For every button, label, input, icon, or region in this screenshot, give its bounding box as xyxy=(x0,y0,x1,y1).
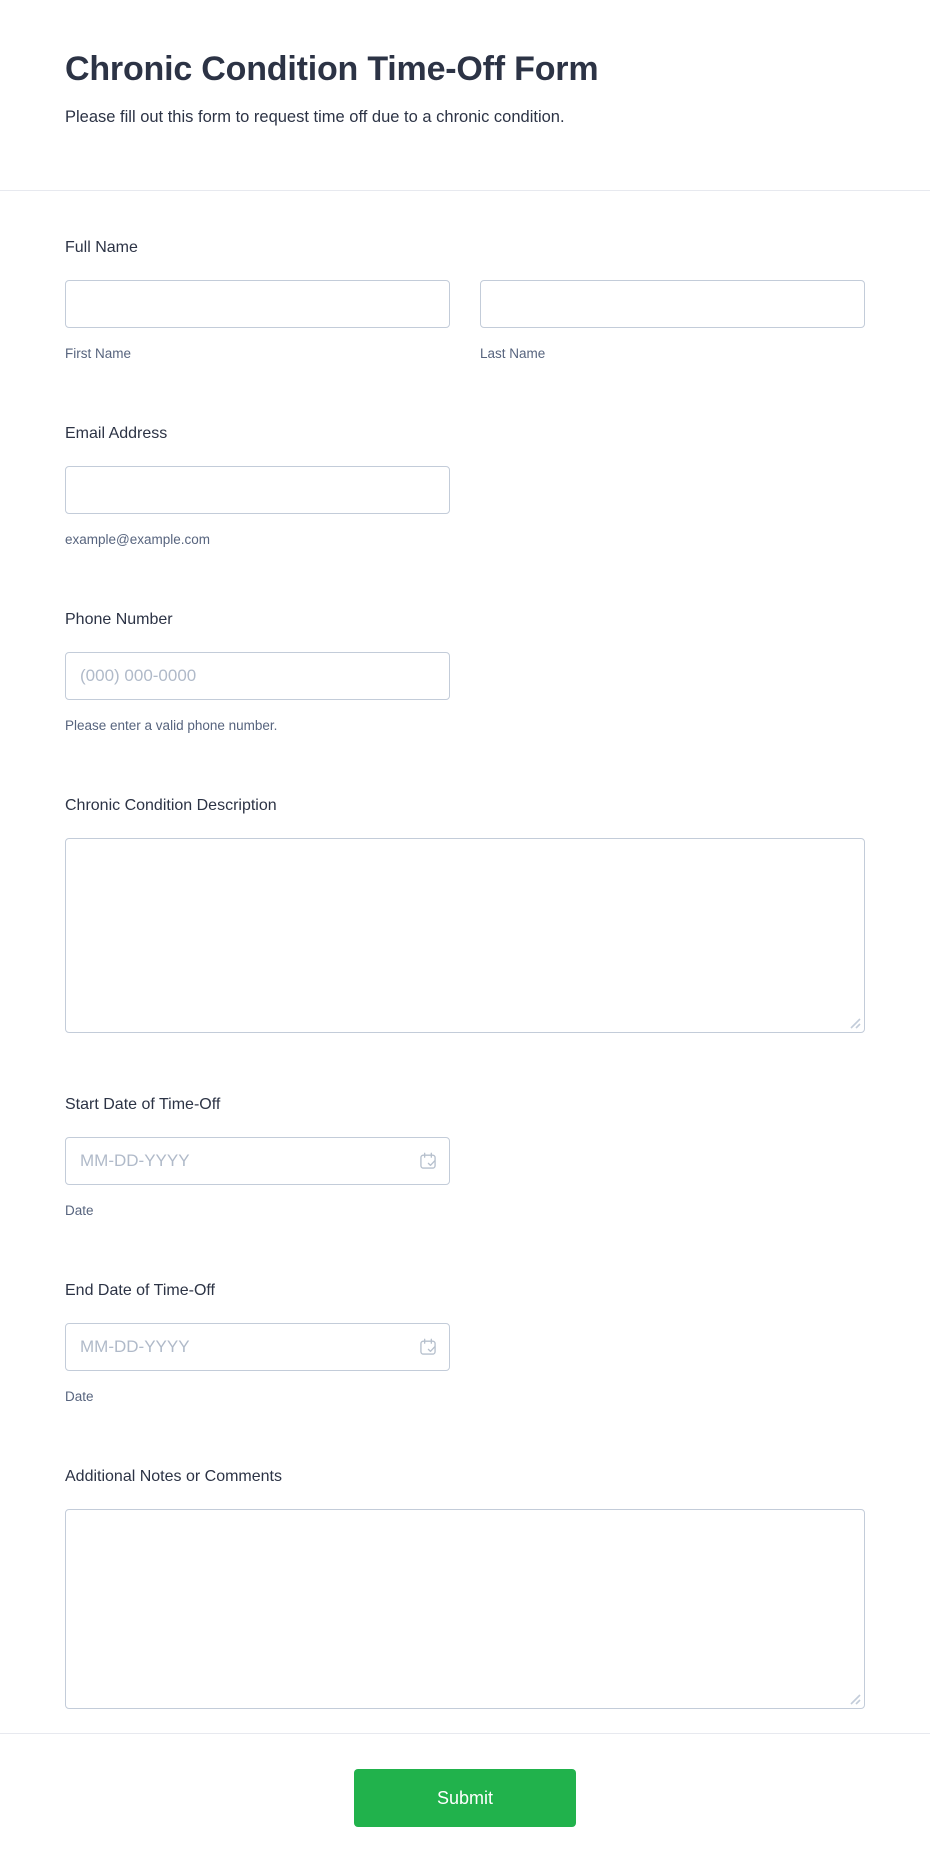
field-phone xyxy=(65,610,865,734)
header-divider xyxy=(0,190,930,191)
resize-grip-icon[interactable] xyxy=(848,1016,861,1029)
last-name-input[interactable] xyxy=(480,280,865,328)
condition-description-textarea[interactable] xyxy=(65,838,865,1033)
first-name-input[interactable] xyxy=(65,280,450,328)
email-hint: example@example.com xyxy=(65,532,211,547)
full-name-row xyxy=(65,280,865,362)
email-label: Email Address xyxy=(65,425,168,442)
calendar-icon[interactable] xyxy=(418,1151,438,1171)
form-title: Chronic Condition Time-Off Form xyxy=(65,50,599,88)
condition-description-wrap xyxy=(65,838,865,1033)
last-name-col xyxy=(480,280,865,362)
field-start-date xyxy=(65,1095,865,1219)
form-header xyxy=(0,0,930,128)
last-name-sublabel: Last Name xyxy=(480,346,546,361)
field-email xyxy=(65,424,865,548)
end-date-label: End Date of Time-Off xyxy=(65,1282,215,1299)
phone-input[interactable] xyxy=(65,652,450,700)
phone-label: Phone Number xyxy=(65,611,173,628)
field-notes xyxy=(65,1467,865,1709)
full-name-label: Full Name xyxy=(65,239,138,256)
field-condition-description xyxy=(65,796,865,1033)
notes-label: Additional Notes or Comments xyxy=(65,1468,282,1485)
end-date-wrap xyxy=(65,1323,450,1371)
first-name-col xyxy=(65,280,450,362)
end-date-input[interactable] xyxy=(65,1323,450,1371)
calendar-icon[interactable] xyxy=(418,1337,438,1357)
first-name-sublabel: First Name xyxy=(65,346,132,361)
form-body xyxy=(0,238,930,1709)
field-end-date xyxy=(65,1281,865,1405)
resize-grip-icon[interactable] xyxy=(848,1692,861,1705)
start-date-wrap xyxy=(65,1137,450,1185)
start-date-sublabel: Date xyxy=(65,1203,94,1218)
condition-description-label: Chronic Condition Description xyxy=(65,797,277,814)
notes-textarea[interactable] xyxy=(65,1509,865,1709)
end-date-sublabel: Date xyxy=(65,1389,94,1404)
field-full-name xyxy=(65,238,865,362)
start-date-label: Start Date of Time-Off xyxy=(65,1096,221,1113)
phone-hint: Please enter a valid phone number. xyxy=(65,718,278,733)
form-subtitle: Please fill out this form to request time off due to a chronic condition. xyxy=(65,108,565,126)
submit-button[interactable]: Submit xyxy=(354,1769,576,1827)
form-footer xyxy=(0,1734,930,1875)
start-date-input[interactable] xyxy=(65,1137,450,1185)
email-input[interactable] xyxy=(65,466,450,514)
notes-wrap xyxy=(65,1509,865,1709)
